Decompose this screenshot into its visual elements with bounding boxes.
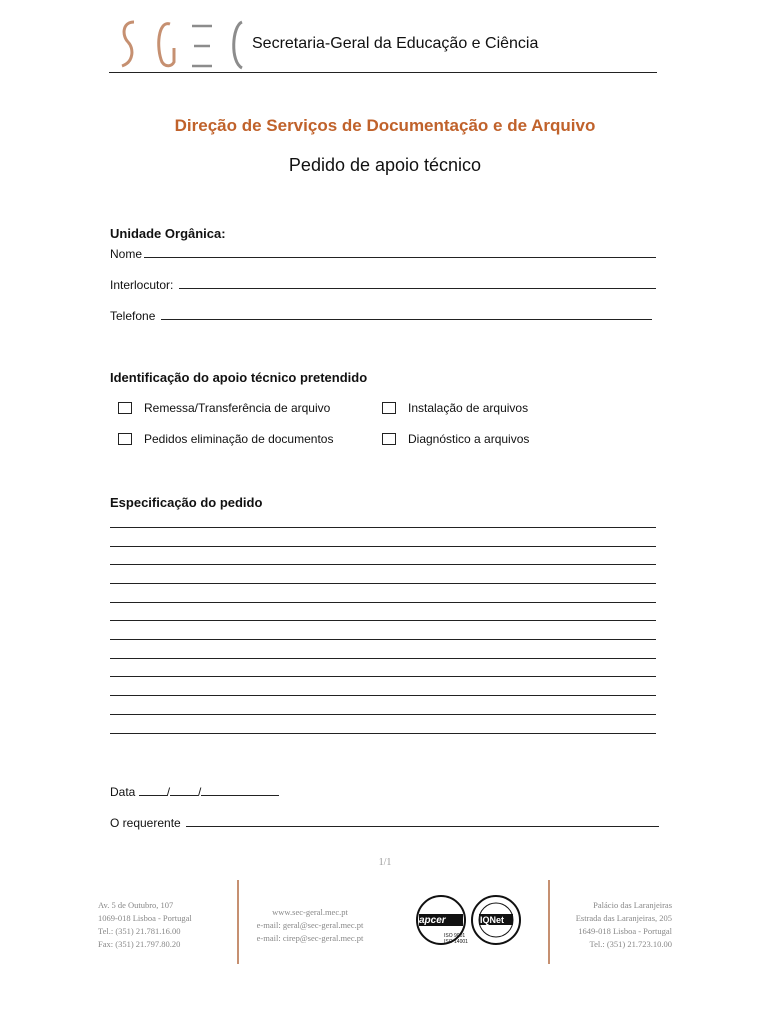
phone-line[interactable] — [161, 319, 652, 320]
name-label: Nome — [110, 247, 143, 261]
footer-line: Tel.: (351) 21.723.10.00 — [589, 939, 672, 949]
iqnet-text: IQNet — [480, 915, 505, 925]
date-field[interactable]: Data / / — [110, 783, 279, 799]
interlocutor-field[interactable] — [110, 276, 656, 292]
name-line[interactable] — [144, 257, 656, 258]
year-line[interactable] — [201, 795, 279, 796]
department-title: Direção de Serviços de Documentação e de Arquivo — [174, 116, 596, 135]
iso-label: ISO 9001 — [444, 933, 466, 939]
interlocutor-label: Interlocutor: — [110, 278, 177, 292]
sgec-logo — [112, 18, 252, 72]
requester-label: O requerente — [110, 816, 185, 830]
option-label: Diagnóstico a arquivos — [408, 432, 530, 446]
document-title: Pedido de apoio técnico — [288, 155, 482, 175]
footer-line: Tel.: (351) 21.781.16.00 — [98, 926, 181, 936]
footer-contacts — [245, 906, 375, 945]
option-label: Remessa/Transferência de arquivo — [144, 401, 331, 415]
website-link[interactable]: www.sec-geral.mec.pt — [272, 907, 348, 917]
spec-line[interactable] — [110, 714, 656, 715]
spec-line[interactable] — [110, 583, 656, 584]
apcer-text: apcer — [419, 915, 446, 926]
footer-line: Palácio das Laranjeiras — [593, 900, 672, 910]
spec-line[interactable] — [110, 564, 656, 565]
footer-address-right — [560, 899, 672, 951]
spec-line[interactable] — [110, 602, 656, 603]
iso-label: ISO 14001 — [444, 939, 468, 945]
option-diagnostico[interactable] — [382, 432, 529, 446]
interlocutor-line[interactable] — [179, 288, 656, 289]
footer-divider — [548, 880, 550, 964]
footer-address-left — [98, 899, 228, 951]
phone-label: Telefone — [110, 309, 159, 323]
option-label: Pedidos eliminação de documentos — [144, 432, 334, 446]
option-label: Instalação de arquivos — [408, 401, 529, 415]
option-eliminacao[interactable] — [118, 432, 333, 446]
header-divider — [109, 72, 657, 73]
spec-line[interactable] — [110, 527, 656, 528]
email-link[interactable]: e-mail: geral@sec-geral.mec.pt — [256, 920, 364, 930]
footer-line: 1649-018 Lisboa - Portugal — [578, 926, 672, 936]
unit-section-heading: Unidade Orgânica: — [110, 226, 226, 241]
footer-line: Estrada das Laranjeiras, 205 — [575, 913, 672, 923]
spec-line[interactable] — [110, 639, 656, 640]
footer-divider — [237, 880, 239, 964]
month-line[interactable] — [170, 795, 198, 796]
option-instalacao[interactable] — [382, 401, 528, 415]
page-number: 1/1 — [378, 857, 392, 868]
spec-line[interactable] — [110, 733, 656, 734]
name-field[interactable] — [110, 245, 656, 261]
footer-line: Av. 5 de Outubro, 107 — [98, 900, 174, 910]
day-line[interactable] — [139, 795, 167, 796]
option-remessa[interactable] — [118, 401, 330, 415]
spec-line[interactable] — [110, 620, 656, 621]
checkbox[interactable] — [382, 402, 396, 414]
footer-line: 1069-018 Lisboa - Portugal — [98, 913, 192, 923]
checkbox[interactable] — [118, 433, 132, 445]
organization-name: Secretaria-Geral da Educação e Ciência — [252, 35, 539, 52]
specification-heading: Especificação do pedido — [110, 495, 263, 510]
spec-line[interactable] — [110, 695, 656, 696]
support-section-heading: Identificação do apoio técnico pretendido — [110, 370, 368, 385]
date-label: Data — [110, 785, 139, 799]
checkbox[interactable] — [382, 433, 396, 445]
spec-line[interactable] — [110, 546, 656, 547]
spec-line[interactable] — [110, 676, 656, 677]
requester-field[interactable] — [110, 814, 659, 830]
footer-line: Fax: (351) 21.797.80.20 — [98, 939, 181, 949]
requester-line[interactable] — [186, 826, 659, 827]
phone-field[interactable] — [110, 307, 652, 323]
email-link[interactable]: e-mail: cirep@sec-geral.mec.pt — [256, 933, 364, 943]
checkbox[interactable] — [118, 402, 132, 414]
spec-line[interactable] — [110, 658, 656, 659]
